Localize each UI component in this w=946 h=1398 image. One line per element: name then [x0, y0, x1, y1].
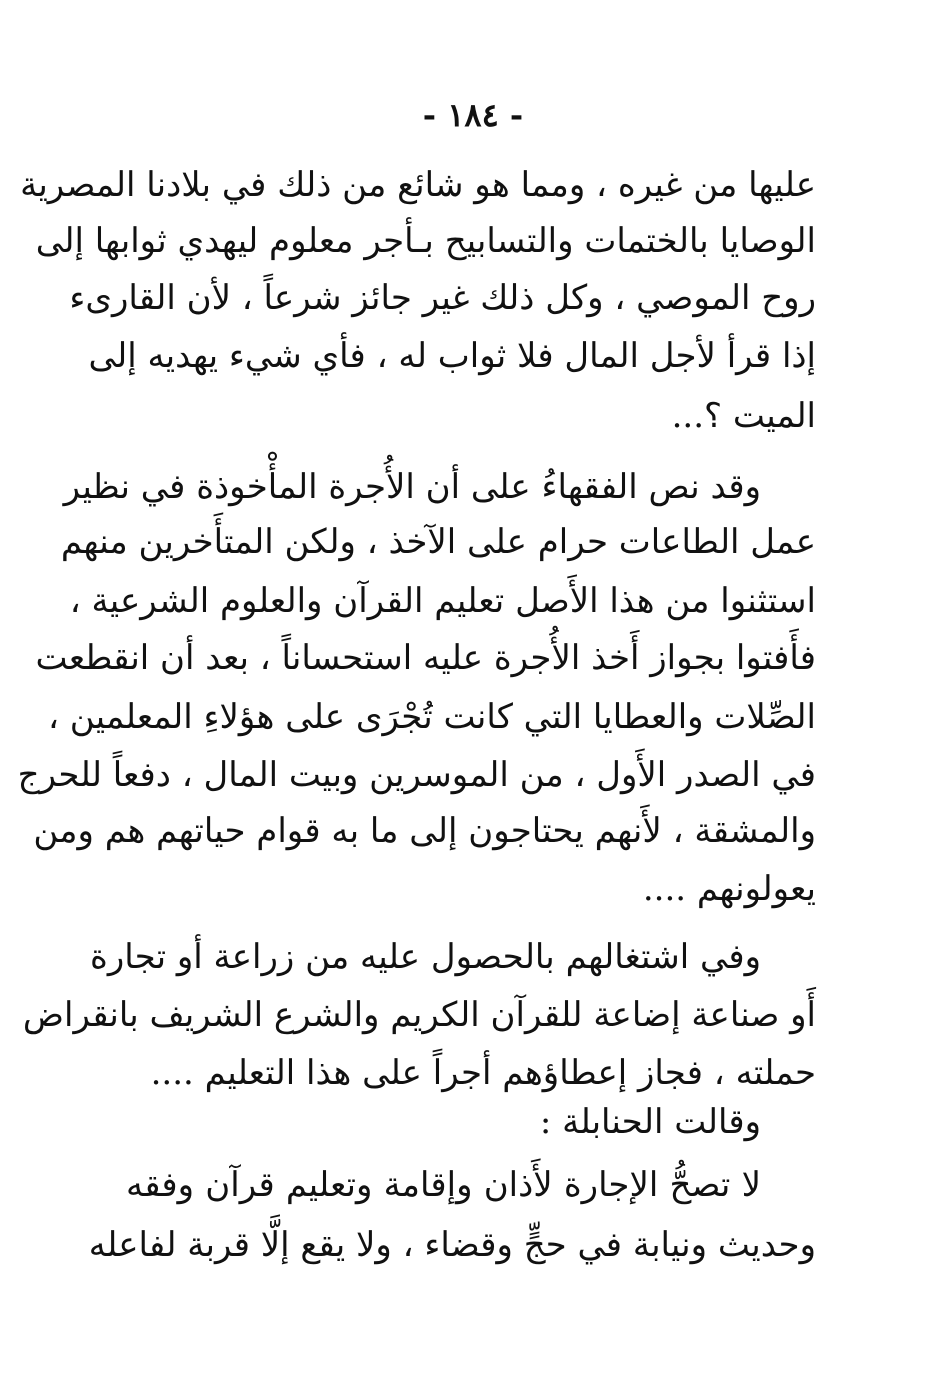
text-line: وحديث ونيابة في حجٍّ وقضاء ، ولا يقع إلَّا قربة لفاعله [88, 1225, 816, 1265]
text-line: الميت ؟... [671, 396, 816, 436]
text-line: الصِّلات والعطايا التي كانت تُجْرَى على هؤلاءِ المعلمين ، [48, 697, 816, 737]
text-line: والمشقة ، لأَنهم يحتاجون إلى ما به قوام حياتهم هم ومن [33, 811, 816, 851]
text-line: روح الموصي ، وكل ذلك غير جائز شرعاً ، لأن القارىء [69, 278, 816, 318]
text-line: وفي اشتغالهم بالحصول عليه من زراعة أو تجارة [90, 937, 761, 977]
section-heading: وقالت الحنابلة : [539, 1102, 761, 1142]
page-number: - ١٨٤ - [422, 96, 524, 134]
text-line: عليها من غيره ، ومما هو شائع من ذلك في بلادنا المصرية [20, 165, 816, 205]
text-line: في الصدر الأَول ، من الموسرين وبيت المال ، دفعاً للحرج [17, 755, 816, 795]
text-line: حملته ، فجاز إعطاؤهم أجراً على هذا التعليم .... [150, 1053, 816, 1093]
text-line: فأَفتوا بجواز أَخذ الأُجرة عليه استحساناً ، بعد أن انقطعت [35, 638, 816, 678]
text-line: الوصايا بالختمات والتسابيح بـأجر معلوم ليهدي ثوابها إلى [35, 221, 816, 261]
text-line: عمل الطاعات حرام على الآخذ ، ولكن المتأَخرين منهم [60, 522, 816, 562]
text-line: إذا قرأ لأجل المال فلا ثواب له ، فأي شيء يهديه إلى [88, 336, 816, 376]
text-line: استثنوا من هذا الأَصل تعليم القرآن والعلوم الشرعية ، [69, 581, 816, 621]
text-line: وقد نص الفقهاءُ على أن الأُجرة المأْخوذة في نظير [63, 467, 761, 507]
text-line: يعولونهم .... [642, 869, 816, 909]
text-line: أَو صناعة إضاعة للقرآن الكريم والشرع الشريف بانقراض [22, 995, 816, 1035]
text-line: لا تصحُّ الإجارة لأَذان وإقامة وتعليم قرآن وفقه [126, 1165, 761, 1205]
